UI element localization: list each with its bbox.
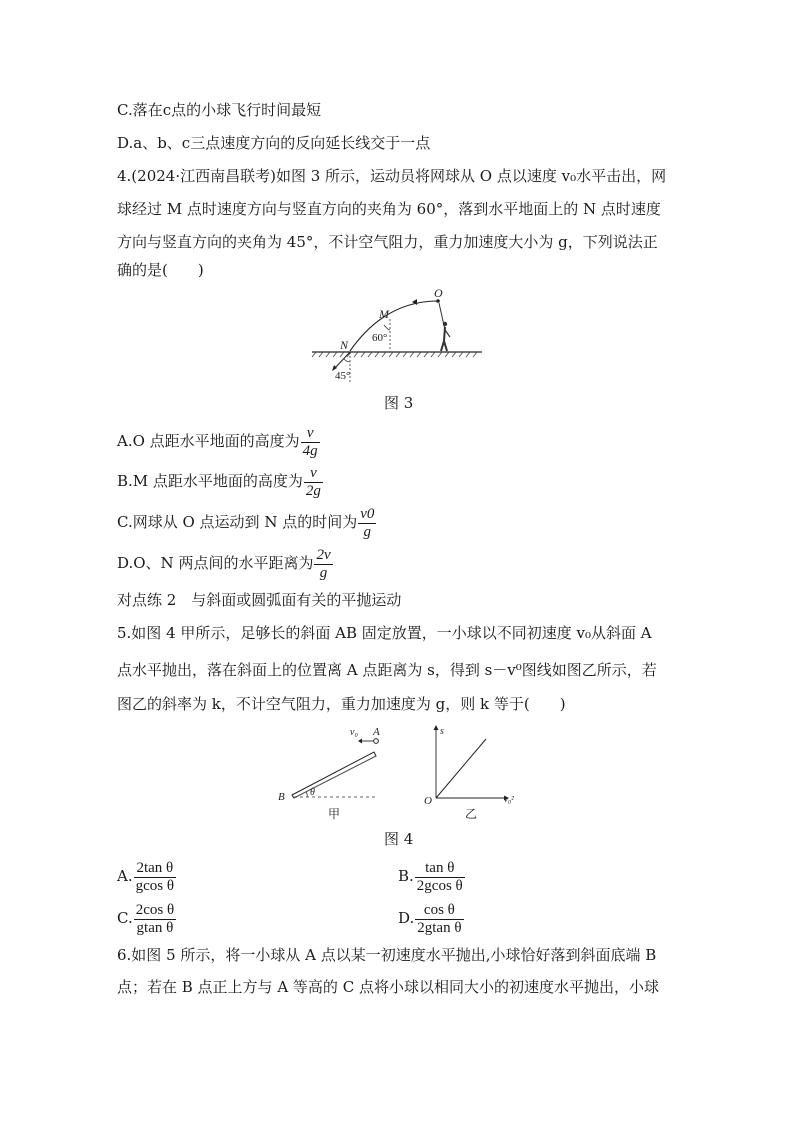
ground-hatching	[312, 352, 477, 357]
q4-option-c-text: C.网球从 O 点运动到 N 点的时间为	[117, 513, 358, 531]
q5-option-d[interactable]	[398, 898, 464, 938]
label-a: A	[373, 726, 380, 738]
q4-option-b[interactable]	[117, 461, 323, 501]
label-v0: v₀	[350, 727, 358, 738]
q6-stem-line-2: 点；若在 B 点正上方与 A 等高的 C 点将小球以相同大小的初速度水平抛出，小球	[117, 978, 659, 996]
q5-option-a-fraction: $\frac{\text{2tan θ}}{\text{gcos θ}}$	[135, 859, 175, 894]
label-b: B	[278, 791, 285, 803]
q4-option-c-fraction: $\frac{v0}{g}$	[360, 505, 375, 540]
q5-option-c-label: C.	[117, 909, 133, 927]
q4-option-a-fraction: $\frac{v}{4g}$	[302, 424, 318, 459]
q4-option-a-text: A.O 点距水平地面的高度为	[117, 432, 300, 450]
q5-option-d-fraction: $\frac{\text{cos θ}}{\text{2gtan θ}}$	[417, 901, 462, 936]
graph-line	[436, 739, 486, 798]
label-angle-45: 45°	[335, 370, 351, 382]
angle-arc-m	[384, 325, 390, 330]
q5-option-c[interactable]	[117, 898, 176, 938]
q4-stem-line-4: 确的是( )	[117, 261, 204, 279]
figure-3-caption: 图 3	[384, 394, 414, 412]
q4-option-a[interactable]	[117, 421, 320, 461]
ball-a	[374, 739, 379, 744]
q5-option-d-label: D.	[398, 909, 415, 927]
trajectory-curve	[350, 301, 438, 351]
figure-4-diagram	[270, 722, 530, 824]
q5-stem-line-1: 5.如图 4 甲所示，足够长的斜面 AB 固定放置，一小球以不同初速度 v₀从斜面 A	[117, 624, 652, 642]
q4-option-b-text: B.M 点距水平地面的高度为	[117, 472, 303, 490]
q5-option-b-fraction: $\frac{\text{tan θ}}{\text{2gcos θ}}$	[416, 859, 463, 894]
figure-3-diagram	[310, 285, 490, 387]
label-angle-60: 60°	[372, 332, 388, 344]
label-yi: 乙	[465, 807, 478, 821]
label-jia: 甲	[328, 807, 341, 821]
label-s: s	[440, 726, 444, 737]
label-theta: θ	[310, 787, 315, 798]
angle-arc-theta	[306, 792, 307, 797]
q5-option-b[interactable]	[398, 856, 465, 896]
q5-option-b-label: B.	[398, 867, 414, 885]
q5-option-a-label: A.	[117, 867, 133, 885]
incline-ab	[292, 752, 376, 798]
angle-arc-n	[344, 359, 350, 362]
athlete-figure	[439, 303, 450, 351]
label-o: O	[434, 286, 443, 300]
q6-stem-line-1: 6.如图 5 所示，将一小球从 A 点以某一初速度水平抛出,小球恰好落到斜面底端 B	[117, 946, 657, 964]
label-m: M	[379, 307, 389, 321]
label-origin: O	[424, 795, 432, 807]
incline-hatch	[294, 756, 376, 798]
q3-option-d: D.a、b、c三点速度方向的反向延长线交于一点	[117, 134, 431, 152]
q5-stem-line-2: 点水平抛出，落在斜面上的位置离 A 点距离为 s，得到 s－v⁰图线如图乙所示，若	[117, 661, 657, 679]
q5-option-a[interactable]	[117, 856, 176, 896]
q5-stem-line-3: 图乙的斜率为 k，不计空气阻力，重力加速度为 g，则 k 等于( )	[117, 695, 566, 713]
q4-stem-line-1: 4.(2024·江西南昌联考)如图 3 所示，运动员将网球从 O 点以速度 v₀水平击出，网	[117, 167, 667, 185]
q4-option-d[interactable]	[117, 543, 333, 583]
q4-option-d-fraction: $\frac{2v}{g}$	[316, 546, 331, 581]
q4-option-d-text: D.O、N 两点间的水平距离为	[117, 554, 314, 572]
q3-option-c: C.落在c点的小球飞行时间最短	[117, 101, 322, 119]
q4-option-c[interactable]	[117, 502, 376, 542]
figure-4-caption: 图 4	[384, 830, 414, 848]
q4-stem-line-2: 球经过 M 点时速度方向与竖直方向的夹角为 60°，落到水平地面上的 N 点时速度	[117, 200, 661, 218]
q4-stem-line-3: 方向与竖直方向的夹角为 45°，不计空气阻力，重力加速度大小为 g，下列说法正	[117, 233, 658, 251]
label-n: N	[340, 338, 349, 352]
q4-option-b-fraction: $\frac{v}{2g}$	[305, 464, 321, 499]
label-v02: v₀²	[504, 794, 514, 804]
q5-option-c-fraction: $\frac{\text{2cos θ}}{\text{gtan θ}}$	[135, 901, 175, 936]
section-title: 对点练 2 与斜面或圆弧面有关的平抛运动	[117, 591, 402, 609]
